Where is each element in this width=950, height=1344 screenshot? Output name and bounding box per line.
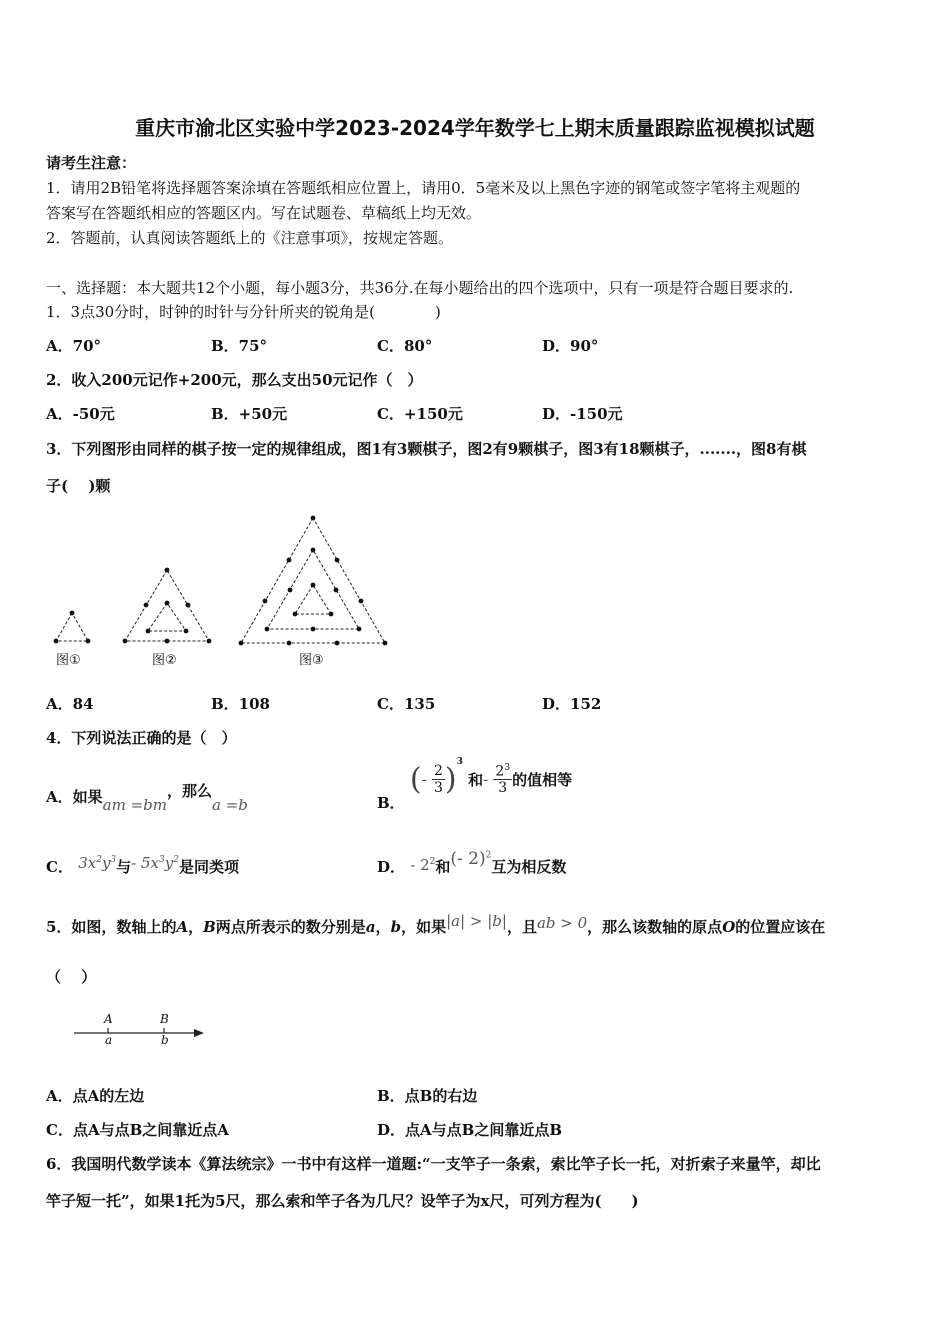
q4-b-label: B． [377, 793, 405, 812]
q1-option-a[interactable]: A．70° [46, 337, 102, 355]
q3-option-d[interactable]: D．152 [542, 695, 602, 713]
q4-d-tail: 互为相反数 [491, 858, 567, 876]
q1-option-d[interactable]: D．90° [542, 337, 599, 355]
q4-c-m1: 3x [78, 854, 97, 872]
q4-c-m1-exp-1: 2 [96, 855, 102, 865]
q4-option-c[interactable] [46, 856, 239, 877]
q5-number-line [70, 1012, 210, 1052]
fig3-mid-triangle [267, 550, 359, 629]
fig2-label: 图② [152, 653, 177, 668]
q3-option-a[interactable]: A．84 [46, 695, 94, 713]
q1-option-b[interactable]: B．75° [211, 337, 268, 355]
axis-label-B: B [160, 1012, 169, 1026]
q4-d-and: 和 [435, 858, 451, 876]
q4-b-num-2: 2 [495, 763, 505, 780]
q4-d-m2-exp: 2 [485, 850, 492, 861]
q4-stem: 4．下列说法正确的是（ ） [46, 729, 237, 747]
q5-option-a[interactable]: A．点A的左边 [46, 1087, 145, 1105]
q3-stem-line-2: 子( )颗 [46, 477, 111, 495]
q5-stem-math-1: |a| > |b| [446, 912, 507, 930]
q4-b-neg-2: - [483, 770, 489, 789]
notice-line-1b: 答案写在答题纸相应的答题区内。写在试题卷、草稿纸上均无效。 [46, 204, 482, 222]
q4-c-m2: - 5x [131, 854, 160, 872]
q4-b-and: 和 [468, 771, 484, 789]
q3-option-b[interactable]: B．108 [211, 695, 270, 713]
q4-c-with: 与 [116, 858, 132, 876]
q4-d-m1: - 2 [410, 856, 430, 874]
q4-a-math-2: a =b [212, 796, 248, 814]
q4-d-m2: (- 2) [450, 849, 486, 869]
q2-stem: 2．收入200元记作+200元，那么支出50元记作（ ） [46, 371, 423, 389]
q4-c-tail: 是同类项 [178, 858, 239, 876]
q1-stem: 1．3点30分时，时钟的时针与分针所夹的锐角是( ) [46, 303, 441, 321]
fig1-triangle [56, 613, 88, 641]
q4-b-den: 3 [433, 780, 443, 796]
q4-c-m2-exp-2: 2 [173, 855, 179, 865]
q3-figure [40, 505, 400, 670]
q6-stem-line-1: 6．我国明代数学读本《算法统宗》一书中有这样一道题:“一支竿子一条索，索比竿子长一托，对折索子来量竿，却比 [46, 1155, 821, 1173]
q4-d-m1-exp: 2 [429, 857, 436, 867]
fig3-inner-triangle [295, 585, 331, 614]
q1-option-c[interactable]: C．80° [377, 337, 433, 355]
q5-option-c[interactable]: C．点A与点B之间靠近点A [46, 1121, 229, 1139]
q4-a-mid: ，那么 [166, 782, 212, 800]
notice-line-2: 2．答题前，认真阅读答题纸上的《注意事项》，按规定答题。 [46, 229, 454, 247]
q4-c-m2-exp-1: 3 [159, 855, 165, 865]
q5-stem-part-6: ，且 [506, 918, 537, 936]
q2-option-c[interactable]: C．+150元 [377, 405, 463, 423]
section-heading: 一、选择题：本大题共12个小题，每小题3分，共36分.在每小题给出的四个选项中，只有一项是符合题目要求的. [46, 279, 794, 297]
q4-option-b[interactable]: B． (- $\frac{2}{3}$ )$^3$ 和- $\frac{2^3}{3}$ 的值相等 [377, 756, 573, 812]
axis-label-a: a [105, 1033, 113, 1047]
q4-c-m2-y: y [164, 854, 174, 872]
q6-stem-line-2: 竿子短一托”，如果1托为5尺，那么索和竿子各为几尺？设竿子为x尺，可列方程为( ) [46, 1192, 639, 1210]
q5-stem-line-2: （ ） [46, 968, 97, 986]
fig3-label: 图③ [299, 653, 324, 668]
q3-option-c[interactable]: C．135 [377, 695, 436, 713]
fig2-inner-triangle [148, 603, 186, 631]
number-line-arrow [194, 1029, 204, 1037]
q5-stem-line-1 [46, 912, 826, 937]
q4-a-label: A．如果 [46, 788, 103, 806]
notice-line-1a: 1．请用2B铅笔将选择题答案涂填在答题纸相应位置上，请用0．5毫米及以上黑色字迹的钢笔或签字笔将主观题的 [46, 179, 801, 197]
q2-option-b[interactable]: B．+50元 [211, 405, 288, 423]
fig3-outer-triangle [241, 518, 385, 643]
q4-c-label: C． [46, 858, 73, 876]
q4-c-m1-exp-2: 3 [110, 855, 117, 865]
q4-b-tail: 的值相等 [512, 771, 573, 789]
q5-stem-part-7: ，那么该数轴的原点 [587, 918, 723, 936]
q5-option-b[interactable]: B．点B的右边 [377, 1087, 478, 1105]
q4-b-den-2: 3 [498, 780, 508, 797]
q5-stem-origin: O [722, 918, 736, 936]
fig2-outer-triangle [125, 570, 209, 641]
q5-stem-part-4: ， [375, 918, 391, 936]
q2-option-d[interactable]: D．-150元 [542, 405, 623, 423]
q4-option-d[interactable] [377, 849, 567, 877]
page-title: 重庆市渝北区实验中学2023-2024学年数学七上期末质量跟踪监视模拟试题 [135, 116, 815, 140]
q4-a-math-1: am =bm [102, 796, 167, 814]
q5-option-d[interactable]: D．点A与点B之间靠近点B [377, 1121, 563, 1139]
q5-stem-part-3: 两点所表示的数分别是 [215, 918, 366, 936]
q4-b-exp: 3 [456, 756, 463, 767]
q5-stem-part-8: 的位置应该在 [735, 918, 826, 936]
q4-b-num-2-exp: 3 [504, 762, 511, 773]
notice-heading: 请考生注意： [46, 154, 137, 172]
q4-d-label: D． [377, 858, 406, 876]
q5-stem-point-a: A [176, 918, 189, 936]
q4-b-neg: - [421, 770, 427, 789]
q4-b-num: 2 [433, 763, 443, 779]
q4-option-a[interactable] [46, 782, 248, 814]
q5-stem-math-2: ab > 0 [536, 914, 588, 932]
q3-stem-line-1: 3．下列图形由同样的棋子按一定的规律组成，图1有3颗棋子，图2有9颗棋子，图3有18颗棋子，.......，图8有棋 [46, 440, 807, 458]
q4-c-m1-y: y [101, 854, 111, 872]
axis-label-b: b [161, 1033, 169, 1047]
q5-stem-var-b: b [390, 918, 402, 936]
q5-stem-point-b: B [203, 918, 216, 936]
q5-stem-part-5: ，如果 [401, 918, 447, 936]
q2-option-a[interactable]: A．-50元 [46, 405, 115, 423]
fig1-label: 图① [56, 653, 81, 668]
q5-stem-part-1: 5．如图，数轴上的 [46, 918, 177, 936]
axis-label-A: A [104, 1012, 113, 1026]
q5-stem-var-a: a [365, 918, 376, 936]
q5-stem-part-2: ， [188, 918, 204, 936]
